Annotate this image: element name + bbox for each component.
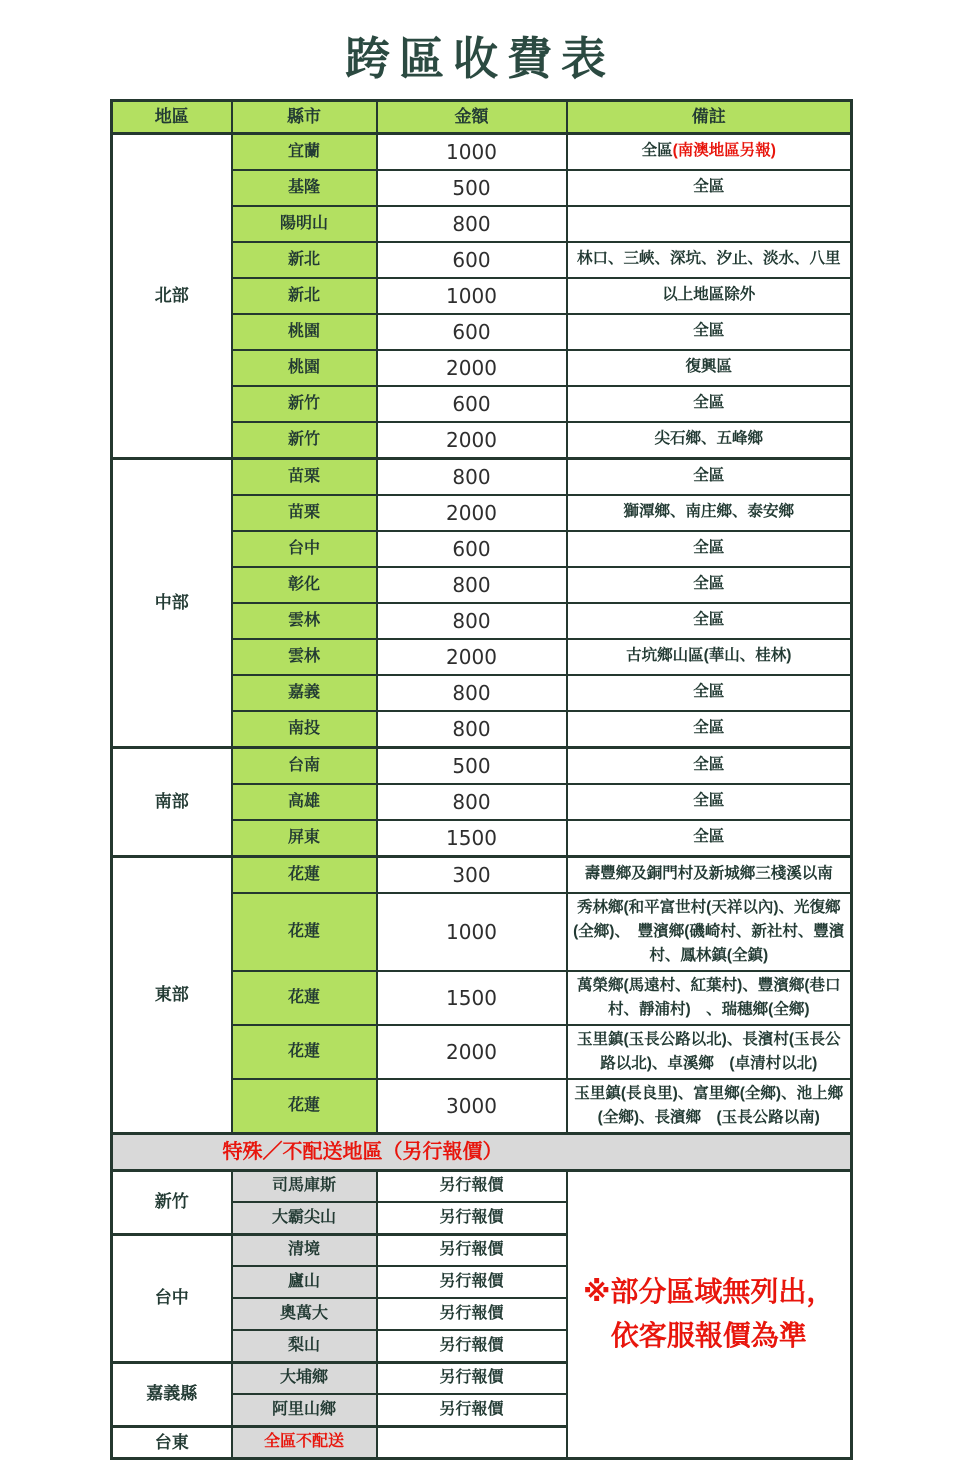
special-place-cell: 阿里山鄉: [232, 1394, 377, 1426]
note-cell: 復興區: [567, 350, 852, 386]
amount-cell: 800: [377, 784, 567, 820]
table-header-row: [112, 101, 852, 134]
special-amount-cell: 另行報價: [377, 1394, 567, 1426]
county-cell: 彰化: [232, 567, 377, 603]
amount-cell: 800: [377, 567, 567, 603]
note-cell: 秀林鄉(和平富世村(天祥以內)、光復鄉(全鄉)、 豐濱鄉(磯崎村、新社村、豐濱村、鳳林鎮(全鎮): [567, 893, 852, 971]
region-cell: 中部: [112, 458, 232, 747]
table-row: [112, 856, 852, 893]
county-cell: 台中: [232, 531, 377, 567]
note-red-text: (南澳地區另報): [672, 142, 776, 160]
special-place-cell: 全區不配送: [232, 1426, 377, 1459]
note-cell: 全區: [567, 784, 852, 820]
special-place-cell: 梨山: [232, 1330, 377, 1362]
amount-cell: 1500: [377, 971, 567, 1025]
note-cell: 玉里鎮(玉長公路以北)、長濱村(玉長公路以北)、卓溪鄉 (卓清村以北): [567, 1025, 852, 1079]
region-cell: 台中: [112, 1234, 232, 1362]
region-cell: 東部: [112, 856, 232, 1133]
county-cell: 基隆: [232, 170, 377, 206]
note-cell: 古坑鄉山區(華山、桂林): [567, 639, 852, 675]
amount-cell: 2000: [377, 350, 567, 386]
amount-cell: 800: [377, 675, 567, 711]
amount-cell: 600: [377, 386, 567, 422]
amount-cell: 1000: [377, 278, 567, 314]
special-note-line1: ※部分區域無列出，: [583, 1275, 835, 1307]
special-section-title: 特殊／不配送地區（另行報價）: [222, 1140, 503, 1163]
county-cell: 新竹: [232, 422, 377, 459]
note-cell: 以上地區除外: [567, 278, 852, 314]
note-text: 全區: [641, 142, 673, 160]
county-cell: 屏東: [232, 820, 377, 857]
county-cell: 宜蘭: [232, 133, 377, 170]
special-amount-cell: 另行報價: [377, 1298, 567, 1330]
county-cell: 新竹: [232, 386, 377, 422]
county-cell: 南投: [232, 711, 377, 748]
amount-cell: 300: [377, 856, 567, 893]
region-cell: 嘉義縣: [112, 1362, 232, 1426]
county-cell: 苗栗: [232, 458, 377, 495]
amount-cell: 2000: [377, 495, 567, 531]
county-cell: 陽明山: [232, 206, 377, 242]
amount-cell: 500: [377, 747, 567, 784]
note-cell: 獅潭鄉、南庄鄉、泰安鄉: [567, 495, 852, 531]
header-amount: 金額: [377, 101, 567, 134]
amount-cell: 2000: [377, 639, 567, 675]
special-amount-cell: 另行報價: [377, 1234, 567, 1266]
county-cell: 花蓮: [232, 1079, 377, 1134]
note-cell: 全區: [567, 747, 852, 784]
county-cell: 雲林: [232, 639, 377, 675]
note-cell: 全區: [567, 531, 852, 567]
amount-cell: 600: [377, 314, 567, 350]
county-cell: 花蓮: [232, 856, 377, 893]
note-cell: 全區: [567, 170, 852, 206]
amount-cell: 800: [377, 206, 567, 242]
table-row: [112, 133, 852, 170]
page-title: 跨區收費表: [344, 33, 615, 84]
note-cell: [567, 133, 852, 170]
amount-cell: 800: [377, 603, 567, 639]
county-cell: 台南: [232, 747, 377, 784]
amount-cell: 800: [377, 711, 567, 748]
region-cell: 南部: [112, 747, 232, 856]
county-cell: 嘉義: [232, 675, 377, 711]
special-place-cell: 廬山: [232, 1266, 377, 1298]
amount-cell: 2000: [377, 1025, 567, 1079]
header-county: 縣市: [232, 101, 377, 134]
special-section-header: [112, 1133, 852, 1170]
note-cell: 全區: [567, 711, 852, 748]
county-cell: 苗栗: [232, 495, 377, 531]
county-cell: 高雄: [232, 784, 377, 820]
special-note-line2: 依客服報價為準: [610, 1320, 807, 1352]
note-cell: [567, 206, 852, 242]
table-row: [112, 1170, 852, 1202]
special-note-cell: [567, 1170, 852, 1459]
special-amount-cell: 另行報價: [377, 1330, 567, 1362]
special-amount-cell: 另行報價: [377, 1362, 567, 1394]
amount-cell: 600: [377, 531, 567, 567]
county-cell: 花蓮: [232, 1025, 377, 1079]
county-cell: 桃園: [232, 314, 377, 350]
table-row: [112, 747, 852, 784]
amount-cell: 1000: [377, 893, 567, 971]
county-cell: 新北: [232, 278, 377, 314]
amount-cell: 3000: [377, 1079, 567, 1134]
county-cell: 雲林: [232, 603, 377, 639]
county-cell: 花蓮: [232, 893, 377, 971]
table-row: [112, 458, 852, 495]
special-place-cell: 大埔鄉: [232, 1362, 377, 1394]
region-cell: 北部: [112, 133, 232, 458]
note-cell: 玉里鎮(長良里)、富里鄉(全鄉)、池上鄉(全鄉)、長濱鄉 (玉長公路以南): [567, 1079, 852, 1134]
note-cell: 全區: [567, 820, 852, 857]
note-cell: 全區: [567, 386, 852, 422]
special-amount-cell: 另行報價: [377, 1266, 567, 1298]
note-cell: 尖石鄉、五峰鄉: [567, 422, 852, 459]
fee-table: [110, 99, 853, 1460]
amount-cell: 800: [377, 458, 567, 495]
note-cell: 全區: [567, 567, 852, 603]
amount-cell: 500: [377, 170, 567, 206]
special-amount-cell: 另行報價: [377, 1202, 567, 1234]
amount-cell: 1000: [377, 133, 567, 170]
note-cell: 壽豐鄉及銅門村及新城鄉三棧溪以南: [567, 856, 852, 893]
note-cell: 全區: [567, 603, 852, 639]
note-cell: 全區: [567, 458, 852, 495]
header-note: 備註: [567, 101, 852, 134]
amount-cell: 600: [377, 242, 567, 278]
region-cell: 台東: [112, 1426, 232, 1459]
region-cell: 新竹: [112, 1170, 232, 1234]
note-cell: 全區: [567, 314, 852, 350]
special-place-cell: 司馬庫斯: [232, 1170, 377, 1202]
special-place-cell: 清境: [232, 1234, 377, 1266]
amount-cell: 1500: [377, 820, 567, 857]
note-cell: 全區: [567, 675, 852, 711]
county-cell: 花蓮: [232, 971, 377, 1025]
special-place-cell: 大霸尖山: [232, 1202, 377, 1234]
note-cell: 林口、三峽、深坑、汐止、淡水、八里: [567, 242, 852, 278]
note-cell: 萬榮鄉(馬遠村、紅葉村)、豐濱鄉(巷口村、靜浦村) 、瑞穗鄉(全鄉): [567, 971, 852, 1025]
county-cell: 新北: [232, 242, 377, 278]
amount-cell: 2000: [377, 422, 567, 459]
header-region: 地區: [112, 101, 232, 134]
county-cell: 桃園: [232, 350, 377, 386]
special-amount-cell: [377, 1426, 567, 1459]
special-place-cell: 奧萬大: [232, 1298, 377, 1330]
special-amount-cell: 另行報價: [377, 1170, 567, 1202]
special-header-row: [112, 1133, 852, 1170]
